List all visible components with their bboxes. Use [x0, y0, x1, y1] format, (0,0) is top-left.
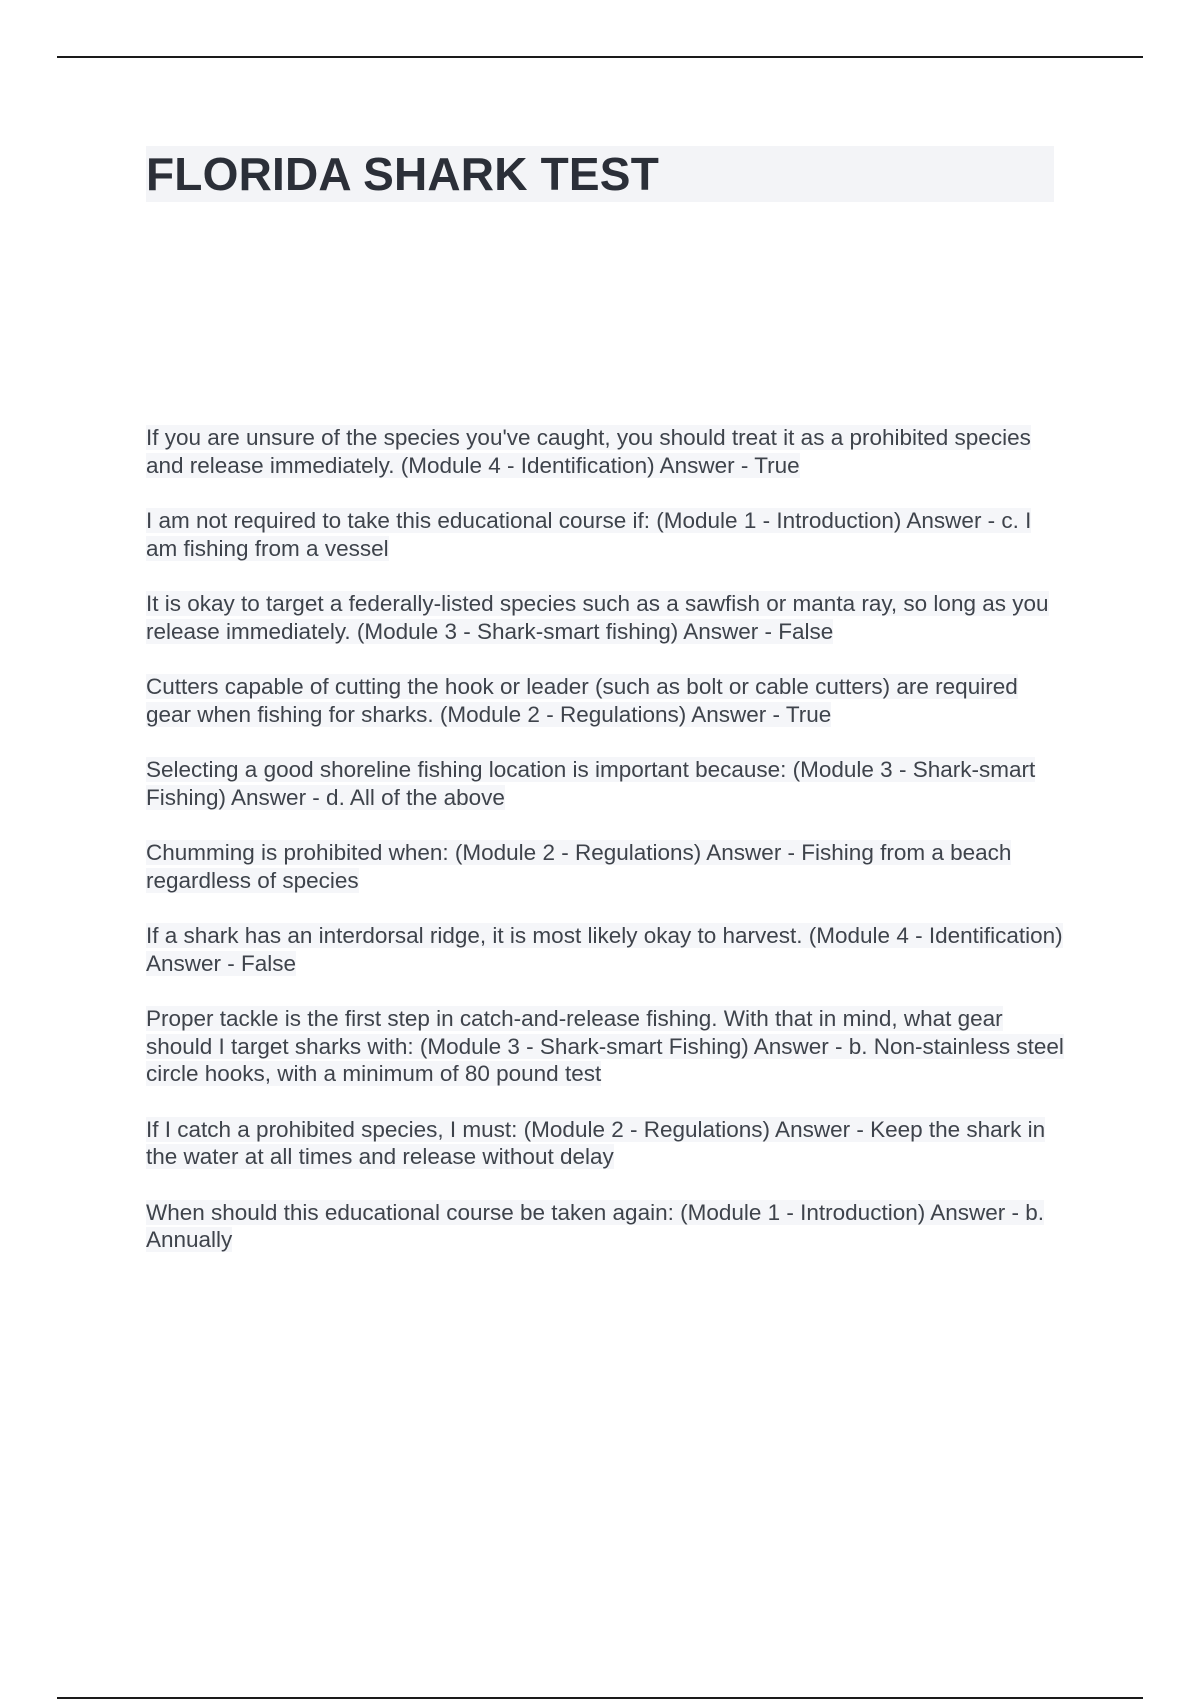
qa-text: Proper tackle is the first step in catch-and-release fishing. With that in mind, what gear should I target sharks with: (Module 3 - Shark-smart Fishing) Answer - b. Non-stainless steel circle hooks, with a minimum of 80 pound test	[146, 1006, 1064, 1086]
qa-text: It is okay to target a federally-listed species such as a sawfish or manta ray, so long as you release immediately. (Module 3 - Shark-smart fishing) Answer - False	[146, 591, 1049, 644]
qa-text: I am not required to take this educational course if: (Module 1 - Introduction) Answer - c. I am fishing from a vessel	[146, 508, 1032, 561]
qa-text: If you are unsure of the species you've caught, you should treat it as a prohibited species and release immediately. (Module 4 - Identification) Answer - True	[146, 425, 1031, 478]
qa-item	[146, 756, 1066, 811]
qa-item	[146, 507, 1066, 562]
qa-item	[146, 1116, 1066, 1171]
qa-item	[146, 1005, 1066, 1088]
qa-item	[146, 839, 1066, 894]
qa-text: Selecting a good shoreline fishing location is important because: (Module 3 - Shark-smart Fishing) Answer - d. All of the above	[146, 757, 1036, 810]
bottom-rule	[57, 1697, 1143, 1699]
qa-item	[146, 922, 1066, 977]
qa-item	[146, 590, 1066, 645]
qa-list	[146, 424, 1066, 1282]
qa-text: Cutters capable of cutting the hook or leader (such as bolt or cable cutters) are required gear when fishing for sharks. (Module 2 - Regulations) Answer - True	[146, 674, 1018, 727]
qa-item	[146, 673, 1066, 728]
qa-text: Chumming is prohibited when: (Module 2 - Regulations) Answer - Fishing from a beach regardless of species	[146, 840, 1012, 893]
top-rule	[57, 56, 1143, 58]
qa-item	[146, 424, 1066, 479]
qa-item	[146, 1199, 1066, 1254]
qa-text: If a shark has an interdorsal ridge, it is most likely okay to harvest. (Module 4 - Identification) Answer - False	[146, 923, 1063, 976]
qa-text: When should this educational course be taken again: (Module 1 - Introduction) Answer - b. Annually	[146, 1199, 1045, 1252]
qa-text: If I catch a prohibited species, I must: (Module 2 - Regulations) Answer - Keep the shark in the water at all times and release without delay	[146, 1116, 1046, 1169]
document-title: FLORIDA SHARK TEST	[146, 148, 659, 200]
